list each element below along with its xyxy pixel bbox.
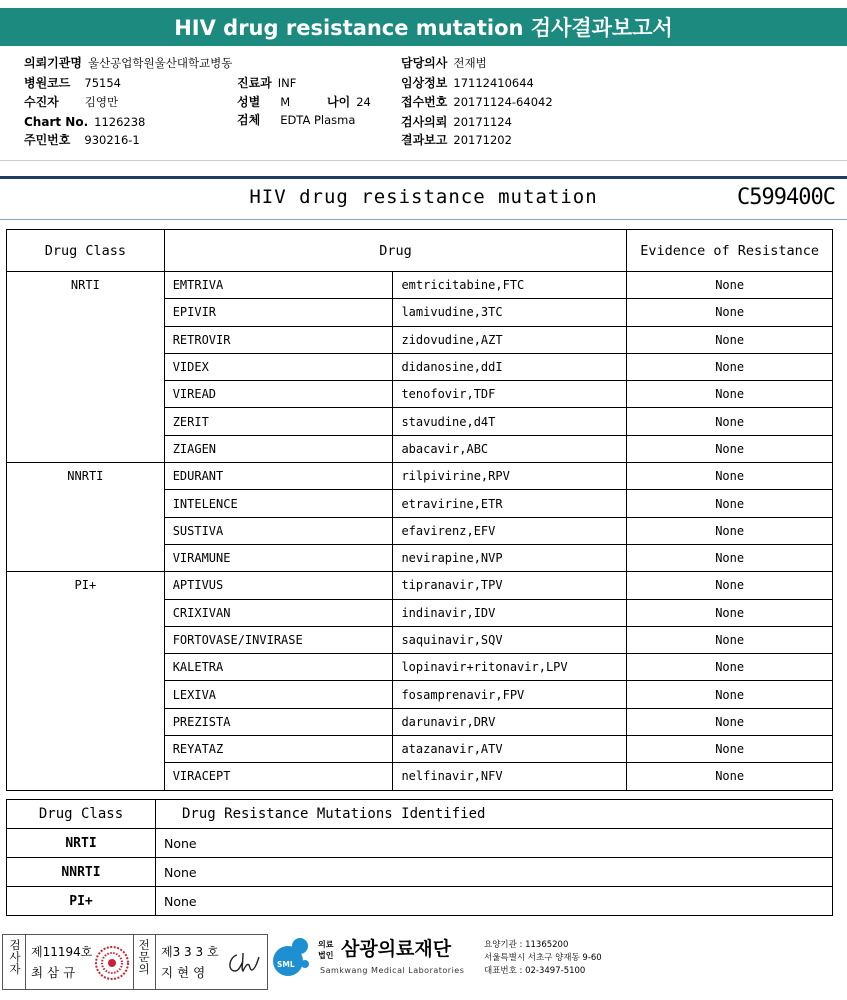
receipt-no-label: 접수번호 xyxy=(401,95,448,109)
brand-name-cell: VIDEX xyxy=(164,353,393,380)
drug-resistance-table xyxy=(6,229,833,791)
evidence-header: Evidence of Resistance xyxy=(627,230,833,272)
age-field xyxy=(327,95,371,110)
generic-name-cell: fosamprenavir,FPV xyxy=(393,681,627,708)
evidence-cell: None xyxy=(627,353,833,380)
brand-name-cell: CRIXIVAN xyxy=(164,599,393,626)
table-row xyxy=(7,272,833,299)
institution-label: 의뢰기관명 xyxy=(24,56,82,70)
brand-name-cell: VIRACEPT xyxy=(164,763,393,790)
drug-header: Drug xyxy=(164,230,627,272)
mutation-class-cell: NRTI xyxy=(7,829,156,858)
evidence-cell: None xyxy=(627,736,833,763)
brand-name-cell: SUSTIVA xyxy=(164,517,393,544)
resident-no-value: 930216-1 xyxy=(84,133,140,147)
org-name: 삼광의료재단 xyxy=(341,938,452,960)
evidence-cell: None xyxy=(627,490,833,517)
evidence-cell: None xyxy=(627,572,833,599)
drug-table-body xyxy=(7,272,833,791)
sex-value: M xyxy=(280,95,291,109)
evidence-cell: None xyxy=(627,435,833,462)
hospital-code-value: 75154 xyxy=(84,76,121,90)
hospital-code-field xyxy=(24,76,121,91)
generic-name-cell: zidovudine,AZT xyxy=(393,326,627,353)
generic-name-cell: etravirine,ETR xyxy=(393,490,627,517)
mutations-identified-header: Drug Resistance Mutations Identified xyxy=(156,800,833,829)
mutation-class-cell: NNRTI xyxy=(7,858,156,887)
table-row xyxy=(7,887,833,916)
physician-name: 지 현 영 xyxy=(161,965,206,980)
evidence-cell: None xyxy=(627,381,833,408)
mutations-header-row xyxy=(7,800,833,829)
mutations-table xyxy=(6,799,833,916)
specimen-label: 검체 xyxy=(237,113,261,127)
generic-name-cell: emtricitabine,FTC xyxy=(393,272,627,299)
resident-no-field xyxy=(24,133,140,148)
generic-name-cell: atazanavir,ATV xyxy=(393,736,627,763)
report-banner-title: HIV drug resistance mutation 검사결과보고서 xyxy=(0,8,847,46)
tester-license-no: 제11194호 xyxy=(31,945,93,959)
request-date-label: 검사의뢰 xyxy=(401,115,448,129)
report-code: C599400C xyxy=(737,185,835,210)
evidence-cell: None xyxy=(627,599,833,626)
patient-name-label: 수진자 xyxy=(24,95,59,109)
mutations-class-header: Drug Class xyxy=(7,800,156,829)
generic-name-cell: darunavir,DRV xyxy=(393,708,627,735)
drug-class-cell: NRTI xyxy=(7,272,165,463)
brand-name-cell: VIRAMUNE xyxy=(164,544,393,571)
table-header-row xyxy=(7,230,833,272)
brand-name-cell: APTIVUS xyxy=(164,572,393,599)
org-address-line: 서울특별시 서초구 양재동 9-60 xyxy=(484,953,602,963)
generic-name-cell: indinavir,IDV xyxy=(393,599,627,626)
evidence-cell: None xyxy=(627,517,833,544)
brand-name-cell: REYATAZ xyxy=(164,736,393,763)
generic-name-cell: saquinavir,SQV xyxy=(393,626,627,653)
brand-name-cell: ZERIT xyxy=(164,408,393,435)
brand-name-cell: INTELENCE xyxy=(164,490,393,517)
org-english-name: Samkwang Medical Laboratories xyxy=(320,966,465,975)
mutation-class-cell: PI+ xyxy=(7,887,156,916)
drug-class-header: Drug Class xyxy=(7,230,165,272)
clinical-info-value: 17112410644 xyxy=(453,76,534,90)
generic-name-cell: stavudine,d4T xyxy=(393,408,627,435)
department-label: 진료과 xyxy=(237,76,272,90)
report-date-label: 결과보고 xyxy=(401,133,448,147)
sex-label: 성별 xyxy=(237,95,261,109)
physician-license-no: 제3 3 3 호 xyxy=(161,945,219,959)
org-type-small-1: 의료 xyxy=(318,940,334,949)
hospital-code-label: 병원코드 xyxy=(24,76,71,90)
chart-no-label: Chart No. xyxy=(24,115,89,129)
brand-name-cell: FORTOVASE/INVIRASE xyxy=(164,626,393,653)
age-label: 나이 xyxy=(327,95,351,109)
generic-name-cell: nevirapine,NVP xyxy=(393,544,627,571)
evidence-cell: None xyxy=(627,681,833,708)
tester-vertical-label: 검사자 xyxy=(9,938,21,976)
mutation-value-cell: None xyxy=(156,887,833,916)
generic-name-cell: nelfinavir,NFV xyxy=(393,763,627,790)
title-divider xyxy=(0,219,847,220)
generic-name-cell: tenofovir,TDF xyxy=(393,381,627,408)
divider xyxy=(155,935,156,989)
department-value: INF xyxy=(277,76,297,90)
table-row xyxy=(7,463,833,490)
patient-info-block xyxy=(0,46,847,161)
org-code-line: 요양기관 : 11365200 xyxy=(484,940,569,950)
evidence-cell: None xyxy=(627,299,833,326)
patient-name-value: 김영만 xyxy=(84,95,119,109)
table-row xyxy=(7,858,833,887)
specimen-field xyxy=(237,113,355,128)
chart-no-value: 1126238 xyxy=(94,115,146,129)
specimen-value: EDTA Plasma xyxy=(280,113,356,127)
brand-name-cell: RETROVIR xyxy=(164,326,393,353)
age-value: 24 xyxy=(356,95,371,109)
request-date-value: 20171124 xyxy=(453,115,512,129)
evidence-cell: None xyxy=(627,272,833,299)
clinical-info-field xyxy=(401,76,534,91)
divider xyxy=(25,935,26,989)
brand-name-cell: EDURANT xyxy=(164,463,393,490)
org-type-small-2: 법인 xyxy=(318,951,334,960)
mutation-value-cell: None xyxy=(156,829,833,858)
generic-name-cell: rilpivirine,RPV xyxy=(393,463,627,490)
evidence-cell: None xyxy=(627,326,833,353)
evidence-cell: None xyxy=(627,708,833,735)
institution-field xyxy=(24,56,232,71)
drug-class-cell: PI+ xyxy=(7,572,165,790)
generic-name-cell: lamivudine,3TC xyxy=(393,299,627,326)
brand-name-cell: VIREAD xyxy=(164,381,393,408)
evidence-cell: None xyxy=(627,763,833,790)
receipt-no-field xyxy=(401,95,553,110)
institution-value: 울산공업학원울산대학교병동 xyxy=(87,56,233,70)
generic-name-cell: abacavir,ABC xyxy=(393,435,627,462)
generic-name-cell: efavirenz,EFV xyxy=(393,517,627,544)
drug-class-cell: NNRTI xyxy=(7,463,165,572)
physician-label: 담당의사 xyxy=(401,56,448,70)
org-phone-line: 대표번호 : 02-3497-5100 xyxy=(484,966,586,976)
brand-name-cell: ZIAGEN xyxy=(164,435,393,462)
generic-name-cell: tipranavir,TPV xyxy=(393,572,627,599)
receipt-no-value: 20171124-64042 xyxy=(453,95,553,109)
table-row xyxy=(7,829,833,858)
report-date-field xyxy=(401,133,512,148)
signature-icon xyxy=(225,949,263,979)
seal-stamp-icon xyxy=(93,944,131,982)
evidence-cell: None xyxy=(627,408,833,435)
sex-field xyxy=(237,95,290,110)
physician-field xyxy=(401,56,487,71)
patient-name-field xyxy=(24,95,118,110)
evidence-cell: None xyxy=(627,463,833,490)
physician-vertical-label: 전문의 xyxy=(138,938,150,976)
generic-name-cell: lopinavir+ritonavir,LPV xyxy=(393,654,627,681)
clinical-info-label: 임상정보 xyxy=(401,76,448,90)
report-date-value: 20171202 xyxy=(453,133,512,147)
report-title: HIV drug resistance mutation xyxy=(249,186,598,208)
evidence-cell: None xyxy=(627,544,833,571)
brand-name-cell: LEXIVA xyxy=(164,681,393,708)
physician-value: 전재범 xyxy=(453,56,487,70)
mutation-value-cell: None xyxy=(156,858,833,887)
chart-no-field xyxy=(24,115,145,130)
brand-name-cell: EMTRIVA xyxy=(164,272,393,299)
signature-box xyxy=(2,934,268,990)
evidence-cell: None xyxy=(627,626,833,653)
tester-name: 최 삼 규 xyxy=(31,965,76,980)
header-divider xyxy=(0,176,847,179)
brand-name-cell: EPIVIR xyxy=(164,299,393,326)
evidence-cell: None xyxy=(627,654,833,681)
request-date-field xyxy=(401,115,512,130)
generic-name-cell: didanosine,ddI xyxy=(393,353,627,380)
resident-no-label: 주민번호 xyxy=(24,133,71,147)
department-field xyxy=(237,76,296,91)
table-row xyxy=(7,572,833,599)
sml-logo-text: SML xyxy=(277,960,295,969)
brand-name-cell: KALETRA xyxy=(164,654,393,681)
brand-name-cell: PREZISTA xyxy=(164,708,393,735)
